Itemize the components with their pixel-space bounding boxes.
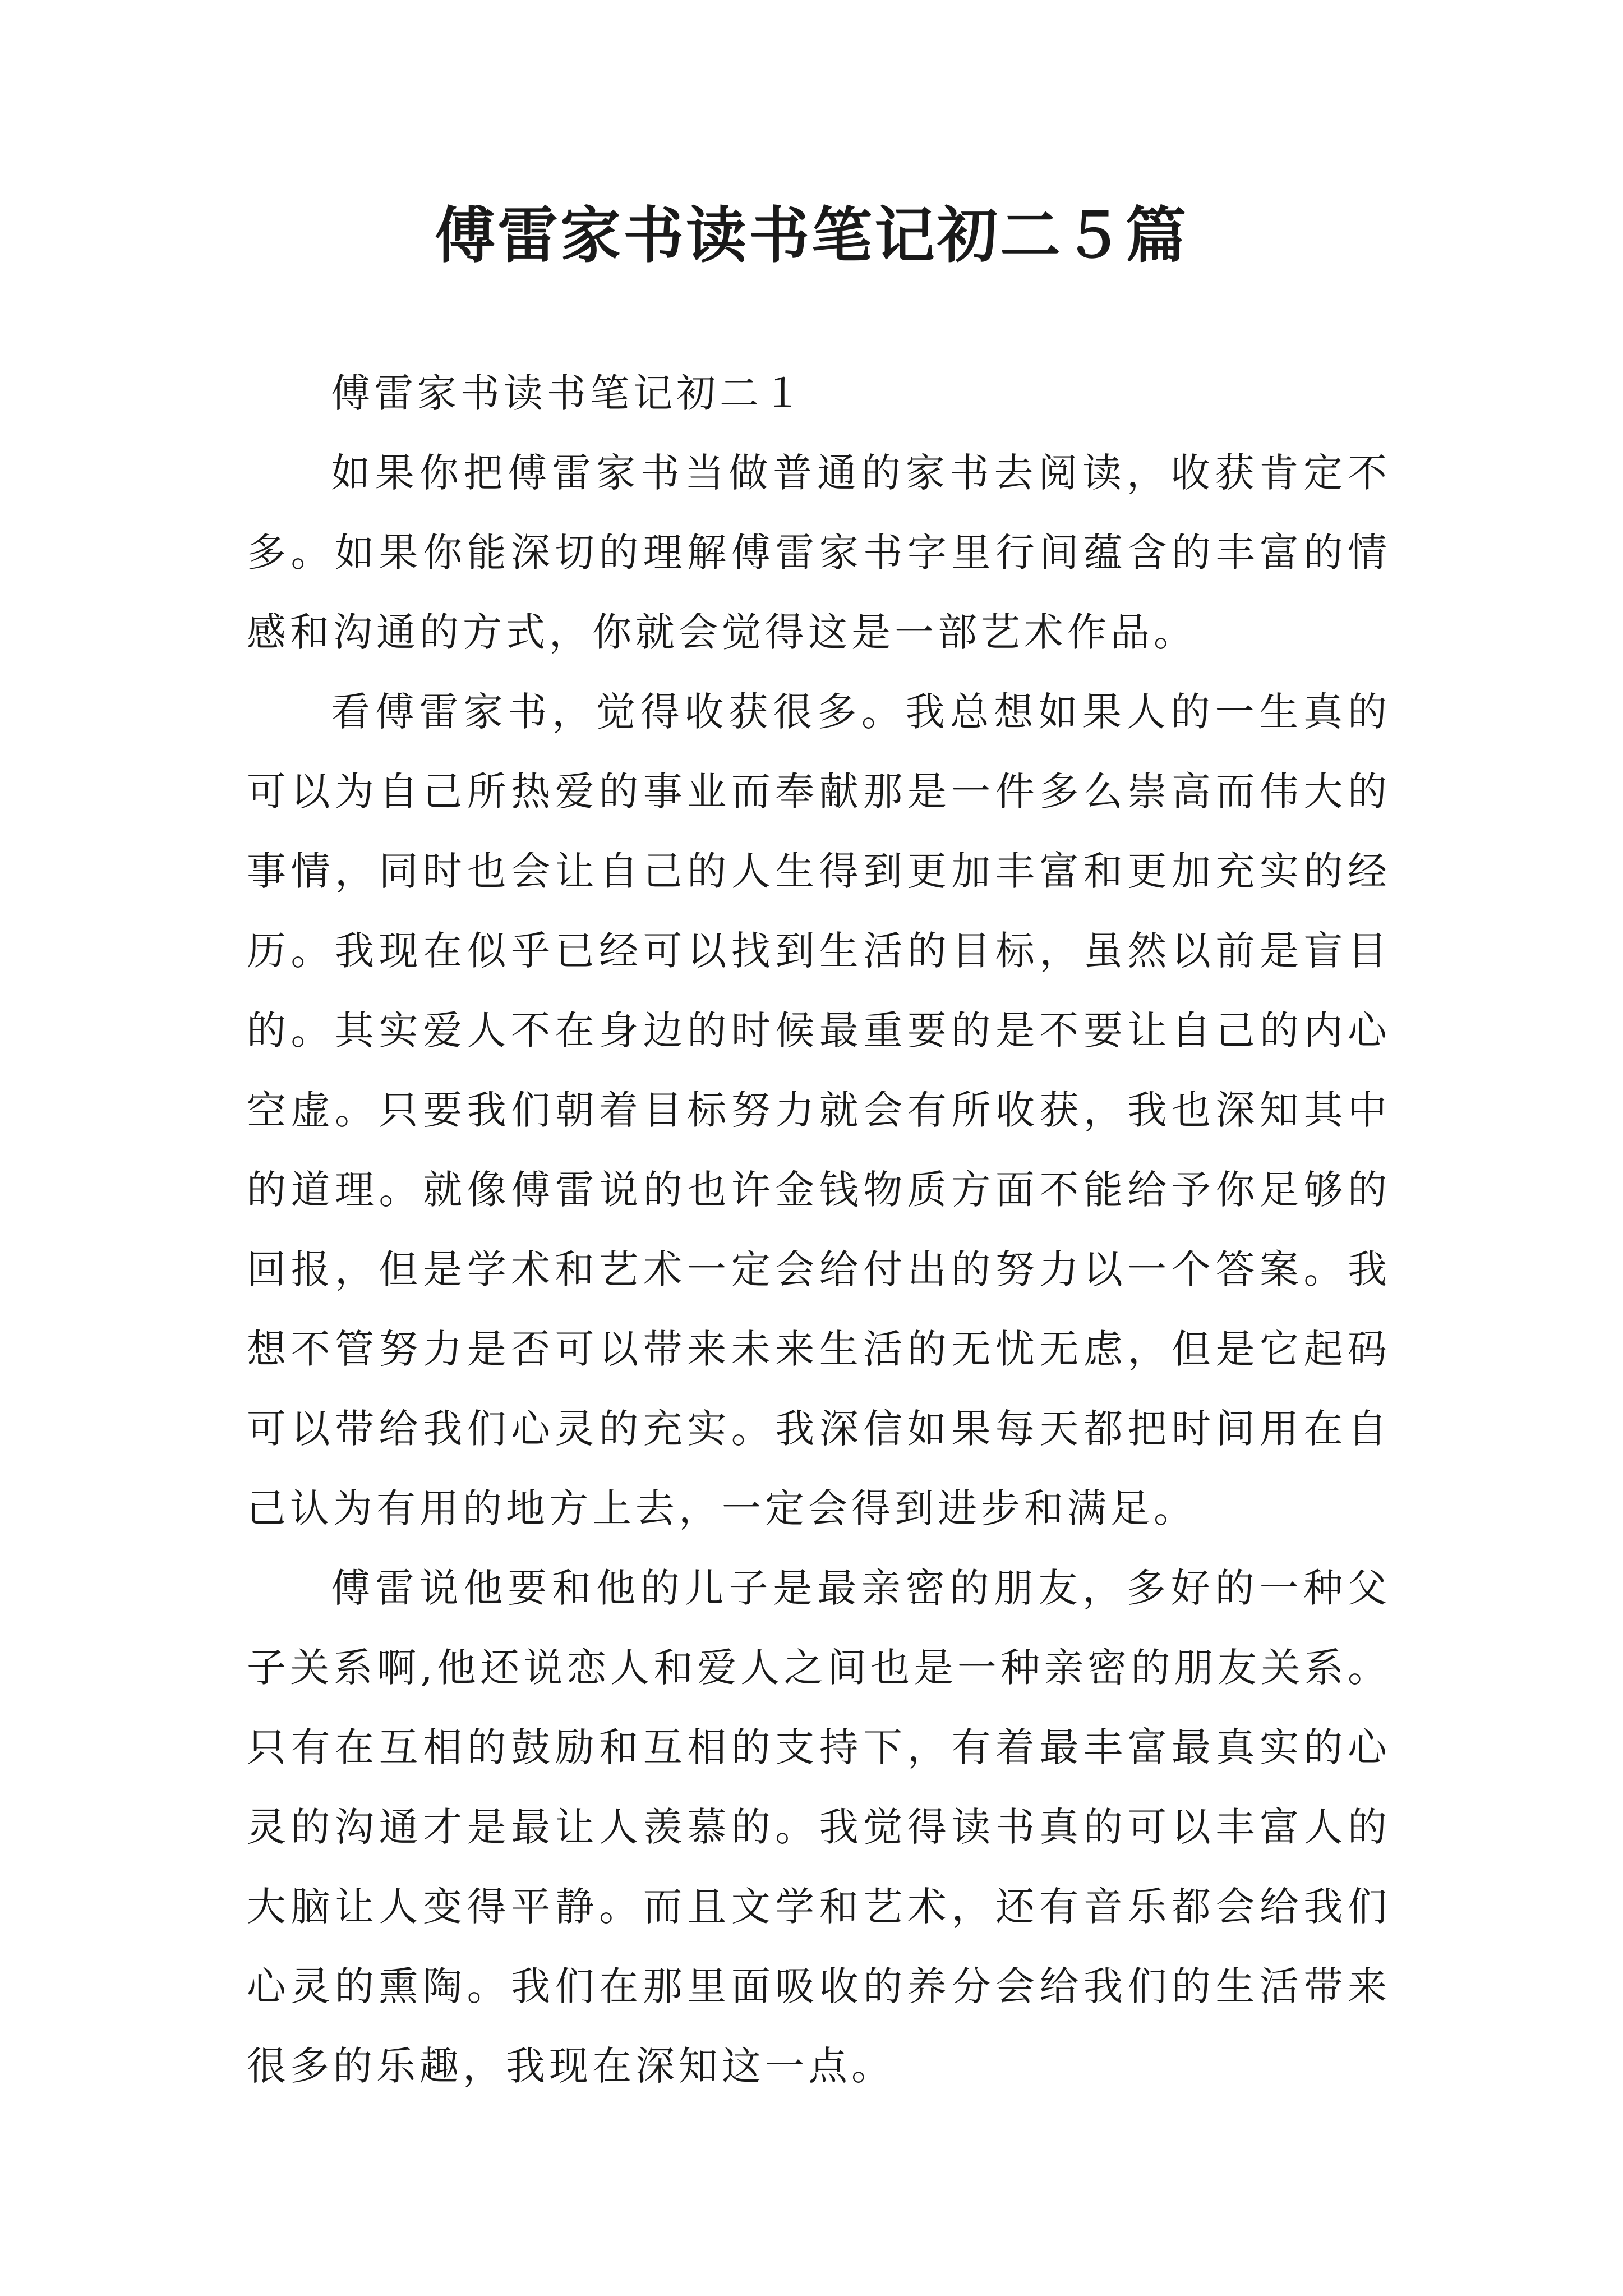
document-body xyxy=(247,353,1391,2106)
section-heading: 傅雷家书读书笔记初二１ xyxy=(331,370,806,416)
page-title: 傅雷家书读书笔记初二５篇 xyxy=(434,200,1188,271)
paragraph: 看傅雷家书，觉得收获很多。我总想如果人的一生真的可以为自己所热爱的事业而奉献那是一件多么崇高而伟大的事情，同时也会让自己的人生得到更加丰富和更加充实的经历。我现在似乎已经可以找到生活的目标，虽然以前是盲目的。其实爱人不在身边的时候最重要的是不要让自己的内心空虚。只要我们朝着目标努力就会有所收获，我也深知其中的道理。就像傅雷说的也许金钱物质方面不能给予你足够的回报，但是学术和艺术一定会给付出的努力以一个答案。我想不管努力是否可以带来未来生活的无忧无虑，但是它起码可以带给我们心灵的充实。我深信如果每天都把时间用在自己认为有用的地方上去，一定会得到进步和满足。 xyxy=(247,689,1391,1531)
paragraph: 傅雷说他要和他的儿子是最亲密的朋友，多好的一种父子关系啊,他还说恋人和爱人之间也是一种亲密的朋友关系。只有在互相的鼓励和互相的支持下，有着最丰富最真实的心灵的沟通才是最让人羡慕的。我觉得读书真的可以丰富人的大脑让人变得平静。而且文学和艺术，还有音乐都会给我们心灵的熏陶。我们在那里面吸收的养分会给我们的生活带来很多的乐趣，我现在深知这一点。 xyxy=(247,1565,1391,2089)
paragraph: 如果你把傅雷家书当做普通的家书去阅读，收获肯定不多。如果你能深切的理解傅雷家书字里行间蕴含的丰富的情感和沟通的方式，你就会觉得这是一部艺术作品。 xyxy=(247,450,1391,655)
